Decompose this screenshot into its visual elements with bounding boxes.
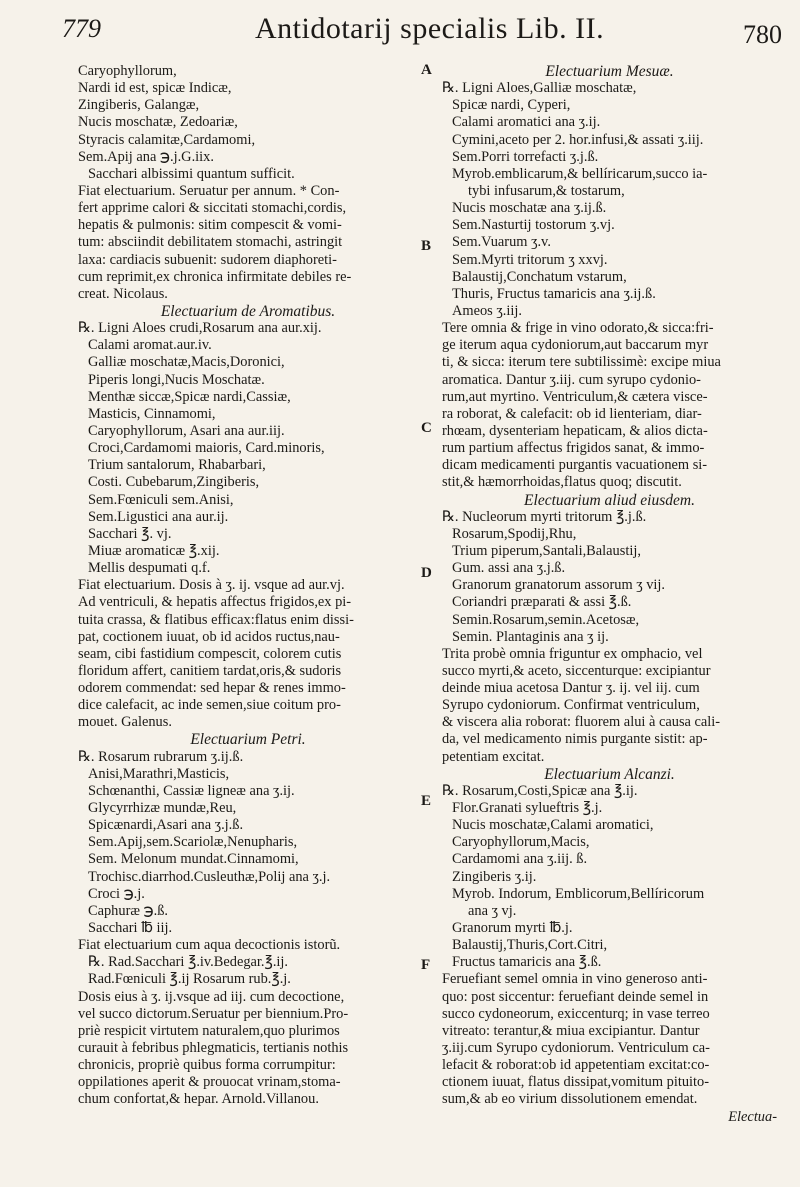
text-line: Spicænardi,Asari ana ʒ.j.ß. [88,817,244,834]
right-column [442,63,777,1126]
text-line: Syrupo cydoniorum. Confirmat ventriculum, [442,697,700,714]
text-line: ʒ.iij.cum Syrupo cydoniorum. Ventriculum ca- [442,1040,710,1057]
text-line: Trochisc.diarrhod.Cusleuthæ,Polij ana ʒ.j. [88,868,331,885]
text-line: Croci ℈.j. [88,885,145,902]
text-line: Fiat electuarium cum aqua decoctionis istorũ. [78,937,341,954]
text-line: floridum affert, canitiem tardat,oris,& sudoris [78,662,342,679]
text-line: Myrob. Indorum, Emblicorum,Bellíricorum [452,885,705,902]
text-line: Miuæ aromaticæ ℥.xij. [88,542,220,559]
text-line: stit,& hæmorrhoidas,flatus quoq; discutit. [442,474,682,491]
text-line: Menthæ siccæ,Spicæ nardi,Cassiæ, [88,388,291,405]
text-line: Piperis longi,Nucis Moschatæ. [88,371,265,388]
text-line: Coriandri præparati & assi ℥.ß. [452,594,632,611]
margin-letter-b: B [421,238,432,254]
text-line: laxa: cardiacis subuenit: sudorem diaphoreti- [78,251,337,268]
text-line: & viscera alia roborat: fluorem alui à causa cali- [442,714,721,731]
catchword: Electua- [728,1108,777,1125]
text-line: ctionem iuuat, flatus dissipat,vomitum pituito- [442,1074,709,1091]
text-line: ℞. Rosarum rubrarum ʒ.ij.ß. [78,748,244,765]
text-line: vitreato: terantur,& miua excipiantur. Dantur [442,1022,700,1039]
text-line: sum,& ab eo virium dissolutionem emendat. [442,1091,698,1108]
text-line: Calami aromat.aur.iv. [88,337,212,354]
text-line: ra roborat, & calefacit: ob id lienteriam, diar- [442,405,702,422]
text-line: creat. Nicolaus. [78,285,168,302]
text-line: Rad.Fœniculi ℥.ij Rosarum rub.℥.j. [88,971,291,988]
text-line: Granorum granatorum assorum ʒ vij. [452,577,666,594]
text-line: Zingiberis ʒ.ij. [452,868,537,885]
text-line: ti, & sicca: iterum tere subtilissimè: excipe miua [442,354,721,371]
text-line: Fiat electuarium. Dosis à ʒ. ij. vsque ad aur.vj. [78,577,345,594]
text-line: lefacit & roborat:ob id appetentiam excitat:co- [442,1057,710,1074]
text-line: rhœam, dysenteriam hepaticam, & alios dicta- [442,422,708,439]
text-line: Myrob.emblicarum,& bellíricarum,succo ia- [452,165,708,182]
text-line: ℞. Nucleorum myrti tritorum ℥.j.ß. [442,508,647,525]
text-line: Caryophyllorum,Macis, [452,834,590,851]
text-line: Cardamomi ana ʒ.iij. ß. [452,851,588,868]
text-line: Trium piperum,Santali,Balaustij, [452,542,641,559]
text-line: chronicis, propriè quibus forma corrumpitur: [78,1057,336,1074]
text-line: Flor.Granati sylueftris ℥.j. [452,800,603,817]
text-line: Nucis moschatæ ana ʒ.ij.ß. [452,200,607,217]
text-line: Caphuræ ℈.ß. [88,902,168,919]
text-line: Nucis moschatæ, Zedoariæ, [78,114,238,131]
text-line: ℞. Rosarum,Costi,Spicæ ana ℥.ij. [442,782,638,799]
text-line: Fiat electuarium. Seruatur per annum. * Con- [78,182,340,199]
text-line: Cymini,aceto per 2. hor.infusi,& assati ʒ.iij. [452,131,704,148]
text-line: pat, coctionem iuuat, ob id acidos ructus,nau- [78,628,340,645]
text-line: Fructus tamaricis ana ℥.ß. [452,954,602,971]
text-line: Rosarum,Spodij,Rhu, [452,525,577,542]
text-line: ge iterum aqua cydoniorum,aut baccarum myr [442,337,709,354]
text-line: Calami aromatici ana ʒ.ij. [452,114,601,131]
text-line: fert apprime calori & siccitati stomachi,cordis, [78,200,347,217]
margin-letter-c: C [421,420,432,436]
text-line: Glycyrrhizæ mundæ,Reu, [88,800,237,817]
text-line: Nardi id est, spicæ Indicæ, [78,80,232,97]
section-title: Electuarium Mesuæ. [545,63,674,80]
text-line: tum: absciindit debilitatem stomachi, astringit [78,234,343,251]
text-line: Sem.Porri torrefacti ʒ.j.ß. [452,148,599,165]
text-line: tuita crassa, & flatibus efficax:flatus enim dissi- [78,611,354,628]
text-line: succo myrti,& aceto, siccenturque: excipiantur [442,662,711,679]
text-line: Sem.Apij,sem.Scariolæ,Nenupharis, [88,834,298,851]
text-line: Balaustij,Conchatum vstarum, [452,268,627,285]
section-title: Electuarium de Aromatibus. [160,302,336,320]
text-line: aromatica. Dantur ʒ.iij. cum syrupo cydonio- [442,371,701,388]
text-line: priè respicit virtutem naturalem,quo plurimos [78,1022,340,1039]
text-line: quo: post siccentur: feruefiant deinde semel in [442,988,709,1005]
running-header [62,10,782,50]
section-title: Electuarium Petri. [190,731,306,749]
text-line: Caryophyllorum, Asari ana aur.iij. [88,422,285,439]
text-line: ℞. Ligni Aloes crudi,Rosarum ana aur.xij. [78,320,322,337]
text-line: Nucis moschatæ,Calami aromatici, [452,817,654,834]
margin-letter-a: A [421,62,432,78]
text-line: Semin. Plantaginis ana ʒ ij. [452,628,609,645]
text-line: cum reprimit,ex chronica infirmitate debiles re- [78,268,352,285]
text-line: Sacchari ℥. vj. [88,525,172,542]
text-line: chum confortat,& hepar. Arnold.Villanou. [78,1091,319,1108]
margin-letter-d: D [421,565,432,581]
page-number-left: 779 [62,14,101,43]
text-line: Sem.Ligustici ana aur.ij. [88,508,229,525]
text-line: Galliæ moschatæ,Macis,Doronici, [88,354,285,371]
text-line: Sacchari ℔ iij. [88,920,173,937]
text-line: Trium santalorum, Rhabarbari, [88,457,266,474]
text-line: Ad ventriculi, & hepatis affectus frigidos,ex pi- [78,594,352,611]
section-title: Electuarium aliud eiusdem. [524,491,695,509]
text-line: dicam medicamenti purgantis vacuationem si- [442,457,708,474]
text-line: Thuris, Fructus tamaricis ana ʒ.ij.ß. [452,285,656,302]
text-line: Dosis eius à ʒ. ij.vsque ad iij. cum decoctione, [78,988,345,1005]
text-line: mouet. Galenus. [78,714,172,731]
text-line: succo cydoneorum, exiccenturq; in vase terreo [442,1005,710,1022]
text-line: Styracis calamitæ,Cardamomi, [78,131,256,148]
text-line: deinde miua acetosa Dantur ʒ. ij. vel iij. cum [442,680,700,697]
text-line: Sem.Nasturtij tostorum ʒ.vj. [452,217,615,234]
page-number-right: 780 [743,20,782,49]
text-line: ℞. Ligni Aloes,Galliæ moschatæ, [442,80,637,97]
text-line: Costi. Cubebarum,Zingiberis, [88,474,260,491]
text-line: Balaustij,Thuris,Cort.Citri, [452,937,608,954]
text-line: Mellis despumati q.f. [88,560,211,577]
text-line: seam, cibi fastidium compescit, colorem cutis [78,645,342,662]
text-line: curauit à febribus phlegmaticis, tertianis nothis [78,1040,349,1057]
text-line: tybi infusarum,& tostarum, [468,182,625,199]
margin-letter-e: E [421,793,432,809]
left-column [78,63,418,1109]
text-line: oppilationes aperit & prouocat vrinam,stoma- [78,1074,341,1091]
text-line: Zingiberis, Galangæ, [78,97,200,114]
text-line: Gum. assi ana ʒ.j.ß. [452,560,566,577]
text-line: Granorum myrti ℔.j. [452,920,573,937]
running-title: Antidotarij specialis Lib. II. [255,12,605,45]
text-line: Feruefiant semel omnia in vino generoso anti- [442,971,708,988]
text-line: Sem. Melonum mundat.Cinnamomi, [88,851,299,868]
text-line: Sem.Vuarum ʒ.v. [452,234,551,251]
text-line: Anisi,Marathri,Masticis, [88,765,230,782]
text-line: Caryophyllorum, [78,63,177,79]
text-line: dice calefacit, ac inde semen,siue coitum pro- [78,697,341,714]
text-line: rum partium affectus frigidos sanat, & immo- [442,440,705,457]
text-line: rum,aut myrtino. Ventriculum,& cætera visce- [442,388,708,405]
text-line: Tere omnia & frige in vino odorato,& sicca:fri- [442,320,714,337]
text-line: Spicæ nardi, Cyperi, [452,97,571,114]
text-line: da, vel medicamento nimis purgante sistit: ap- [442,731,708,748]
text-line: Schœnanthi, Cassiæ ligneæ ana ʒ.ij. [88,782,295,799]
text-line: Sem.Myrti tritorum ʒ xxvj. [452,251,608,268]
text-line: Semin.Rosarum,semin.Acetosæ, [452,611,640,628]
text-line: Trita probè omnia friguntur ex omphacio, vel [442,645,703,662]
text-line: Sem.Fœniculi sem.Anisi, [88,491,234,508]
text-line: Sem.Apij ana ℈.j.G.iix. [78,148,214,165]
margin-letter-f: F [421,957,431,973]
text-line: vel succo dictorum.Seruatur per biennium.Pro- [78,1005,349,1022]
section-title: Electuarium Alcanzi. [544,765,675,783]
text-line: ℞. Rad.Sacchari ℥.iv.Bedegar.℥.ij. [88,954,289,971]
text-line: Sacchari albissimi quantum sufficit. [88,165,295,182]
text-line: ana ʒ vj. [468,902,517,919]
text-line: petentiam excitat. [442,748,545,765]
text-line: Ameos ʒ.iij. [452,302,522,319]
text-line: hepatis & pulmonis: sitim compescit & vomi- [78,217,342,234]
text-line: odorem commendat: sed hepar & renes immo- [78,680,346,697]
text-line: Croci,Cardamomi maioris, Card.minoris, [88,440,325,457]
text-line: Masticis, Cinnamomi, [88,405,216,422]
